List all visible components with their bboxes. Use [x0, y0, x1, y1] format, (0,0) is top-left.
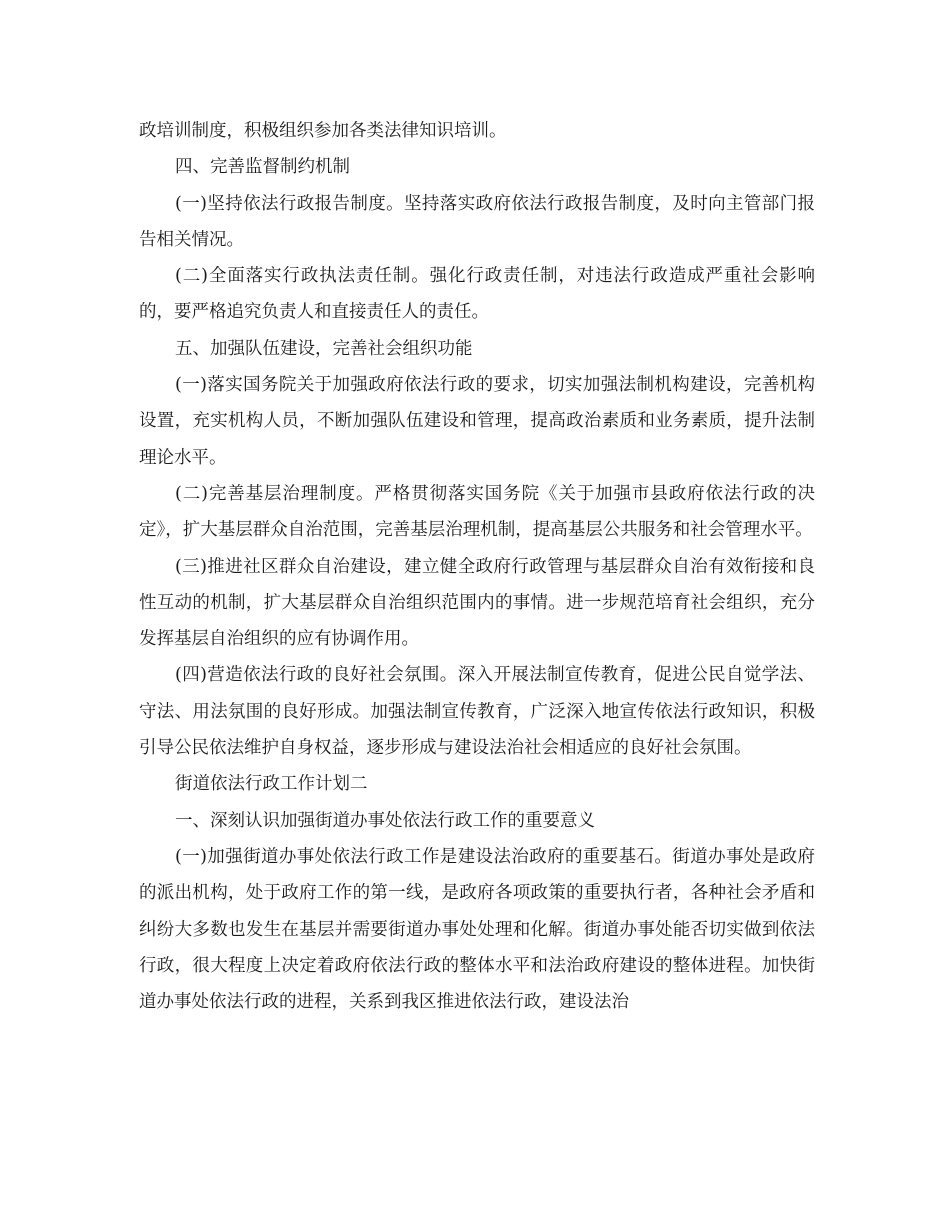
- paragraph: (四)营造依法行政的良好社会氛围。深入开展法制宣传教育，促进公民自觉学法、守法、用法氛围的良好形成。加强法制宣传教育，广泛深入地宣传依法行政知识，积极引导公民依法维护自身权益，逐步形成与建设法治社会相适应的良好社会氛围。: [139, 665, 815, 759]
- section-heading-1: 一、深刻认识加强街道办事处依法行政工作的重要意义: [175, 810, 595, 831]
- section-heading-5: 五、加强队伍建设，完善社会组织功能: [175, 338, 473, 359]
- paragraph: (一)坚持依法行政报告制度。坚持落实政府依法行政报告制度，及时向主管部门报告相关情况。: [139, 193, 815, 250]
- paragraph: (二)完善基层治理制度。严格贯彻落实国务院《关于加强市县政府依法行政的决定》，扩大基层群众自治范围，完善基层治理机制，提高基层公共服务和社会管理水平。: [139, 483, 815, 541]
- paragraph: (二)全面落实行政执法责任制。强化行政责任制，对违法行政造成严重社会影响的，要严格追究负责人和直接责任人的责任。: [139, 266, 815, 323]
- document-body: [139, 113, 815, 1020]
- paragraph-continuation: 政培训制度，积极组织参加各类法律知识培训。: [139, 121, 507, 141]
- document-subtitle: 街道依法行政工作计划二: [175, 774, 368, 795]
- paragraph: (一)加强街道办事处依法行政工作是建设法治政府的重要基石。街道办事处是政府的派出机构，处于政府工作的第一线，是政府各项政策的重要执行者，各种社会矛盾和纠纷大多数也发生在基层并需要街道办事处处理和化解。街道办事处能否切实做到依法行政，很大程度上决定着政府依法行政的整体水平和法治政府建设的整体进程。加快街道办事处依法行政的进程，关系到我区推进依法行政，建设法治: [139, 846, 815, 1013]
- section-heading-4: 四、完善监督制约机制: [175, 157, 350, 178]
- paragraph: (三)推进社区群众自治建设，建立健全政府行政管理与基层群众自治有效衔接和良性互动的机制，扩大基层群众自治组织范围内的事情。进一步规范培育社会组织，充分发挥基层自治组织的应有协调作用。: [139, 556, 815, 650]
- paragraph: (一)落实国务院关于加强政府依法行政的要求，切实加强法制机构建设，完善机构设置，充实机构人员，不断加强队伍建设和管理，提高政治素质和业务素质，提升法制理论水平。: [139, 375, 815, 468]
